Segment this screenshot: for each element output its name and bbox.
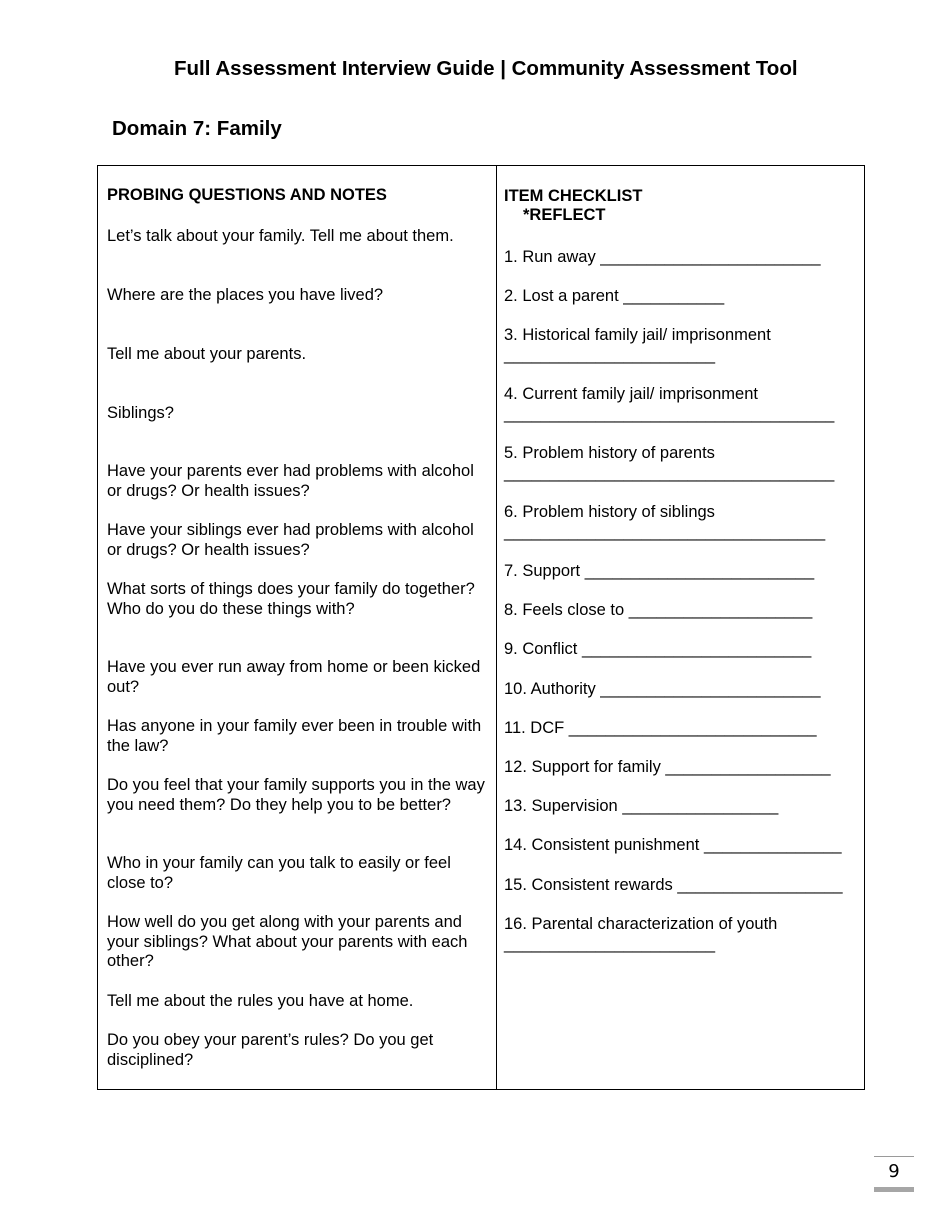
question-item: Siblings? [107,404,174,422]
checklist-item: 5. Problem history of parents ____________________________________ [504,444,835,482]
checklist-item: 13. Supervision _________________ [504,797,779,815]
item-checklist-heading: ITEM CHECKLIST [504,187,643,205]
assessment-table [97,165,865,1090]
checklist-item: 14. Consistent punishment _______________ [504,836,842,854]
checklist-item: 9. Conflict _________________________ [504,640,812,658]
question-item: Have your siblings ever had problems with alcohol or drugs? Or health issues? [107,521,474,559]
question-item: Has anyone in your family ever been in trouble with the law? [107,717,482,755]
question-item: Tell me about your parents. [107,345,307,363]
checklist-item: 4. Current family jail/ imprisonment ____________________________________ [504,385,835,423]
question-item: Do you feel that your family supports you in the way you need them? Do they help you to be better? [107,776,485,814]
question-item: Where are the places you have lived? [107,286,384,304]
column-divider [496,166,497,1089]
checklist-item: 11. DCF ___________________________ [504,719,817,737]
item-checklist-column [504,166,859,1089]
checklist-item: 15. Consistent rewards __________________ [504,876,843,894]
checklist-item: 6. Problem history of siblings ___________________________________ [504,503,826,541]
question-item: Do you obey your parent’s rules? Do you get disciplined? [107,1031,434,1069]
question-item: Who in your family can you talk to easily or feel close to? [107,854,451,892]
probing-questions-column [107,166,492,1089]
checklist-item: 16. Parental characterization of youth _______________________ [504,915,778,953]
page-number-rule [874,1156,914,1157]
reflect-subheading: *REFLECT [523,206,606,224]
domain-title: Domain 7: Family [112,117,282,140]
checklist-item: 8. Feels close to ____________________ [504,601,813,619]
checklist-item: 2. Lost a parent ___________ [504,287,725,305]
question-item: What sorts of things does your family do together? Who do you do these things with? [107,580,475,618]
question-item: How well do you get along with your parents and your siblings? What about your parents with each other? [107,913,468,970]
checklist-item: 3. Historical family jail/ imprisonment _______________________ [504,326,771,364]
page-header-title: Full Assessment Interview Guide | Community Assessment Tool [174,57,798,80]
page-number-box [874,1156,914,1192]
checklist-item: 1. Run away ________________________ [504,248,821,266]
question-item: Have you ever run away from home or been kicked out? [107,658,481,696]
page-number: 9 [888,1161,900,1182]
question-item: Have your parents ever had problems with alcohol or drugs? Or health issues? [107,462,474,500]
question-item: Let’s talk about your family. Tell me about them. [107,227,454,245]
checklist-item: 10. Authority ________________________ [504,680,821,698]
page-number-bar [874,1187,914,1192]
question-item: Tell me about the rules you have at home. [107,992,414,1010]
checklist-item: 7. Support _________________________ [504,562,815,580]
probing-questions-heading: PROBING QUESTIONS AND NOTES [107,186,387,204]
checklist-item: 12. Support for family __________________ [504,758,831,776]
